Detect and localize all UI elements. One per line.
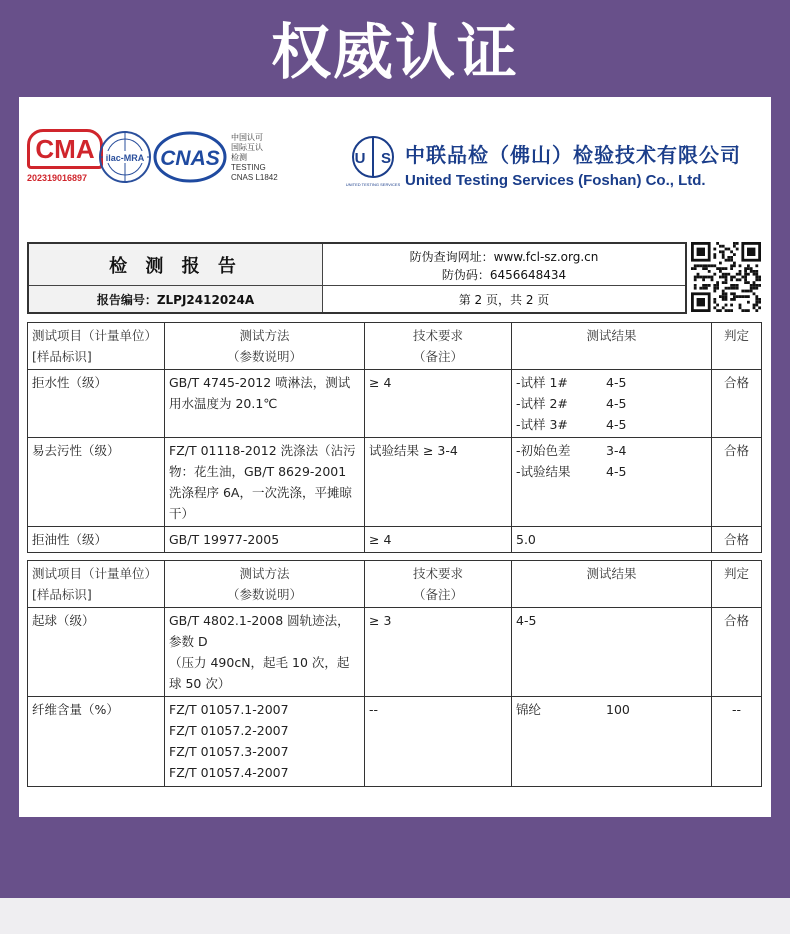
row-item: 起球（级） bbox=[28, 608, 165, 697]
report-document bbox=[19, 97, 771, 817]
page-info: 第 2 页，共 2 页 bbox=[458, 292, 550, 307]
row-requirement: -- bbox=[365, 697, 512, 787]
row-requirement: ≥ 4 bbox=[365, 370, 512, 438]
header-item: 测试项目（计量单位） [样品标识] bbox=[28, 323, 165, 370]
cma-logo bbox=[27, 129, 103, 191]
banner-title: 权威认证 bbox=[271, 18, 519, 88]
row-requirement: ≥ 3 bbox=[365, 608, 512, 697]
row-result: 5.0 bbox=[512, 527, 712, 553]
table-header-row bbox=[28, 561, 762, 608]
uts-logo bbox=[346, 133, 400, 189]
row-judgement: 合格 bbox=[712, 370, 762, 438]
row-result: 4-5 bbox=[512, 608, 712, 697]
header-method: 测试方法 （参数说明） bbox=[165, 323, 365, 370]
report-title: 检 测 报 告 bbox=[29, 244, 323, 286]
table-row bbox=[28, 527, 762, 553]
cma-mark: CMA bbox=[27, 129, 103, 169]
row-requirement: ≥ 4 bbox=[365, 527, 512, 553]
row-requirement: 试验结果 ≥ 3-4 bbox=[365, 438, 512, 527]
report-header-box bbox=[27, 242, 687, 314]
svg-text:U: U bbox=[354, 150, 366, 167]
row-method: FZ/T 01118-2012 洗涤法（沾污物：花生油，GB/T 8629-2001 洗涤程序 6A，一次洗涤，平摊晾干） bbox=[165, 438, 365, 527]
table-row bbox=[28, 697, 762, 787]
row-results: -初始色差 3-4 -试验结果 4-5 bbox=[512, 438, 712, 527]
test-results-table-1 bbox=[27, 322, 762, 553]
row-item: 拒油性（级） bbox=[28, 527, 165, 553]
qr-code bbox=[691, 242, 761, 312]
company-name bbox=[405, 139, 741, 189]
table-row bbox=[28, 370, 762, 438]
bottom-strip bbox=[0, 898, 790, 934]
anti-fake-info bbox=[323, 244, 685, 286]
row-item: 易去污性（级） bbox=[28, 438, 165, 527]
row-method: FZ/T 01057.1-2007 FZ/T 01057.2-2007 FZ/T 01057.3-2007 FZ/T 01057.4-2007 bbox=[165, 697, 365, 787]
row-results: 锦纶 100 bbox=[512, 697, 712, 787]
header-judgement: 判定 bbox=[712, 323, 762, 370]
banner bbox=[0, 0, 790, 96]
table-header-row bbox=[28, 323, 762, 370]
row-method: GB/T 19977-2005 bbox=[165, 527, 365, 553]
row-item: 拒水性（级） bbox=[28, 370, 165, 438]
table-row bbox=[28, 608, 762, 697]
row-results: -试样 1# 4-5 -试样 2# 4-5 -试样 3# 4-5 bbox=[512, 370, 712, 438]
svg-text:UNITED TESTING SERVICES: UNITED TESTING SERVICES bbox=[346, 182, 400, 187]
header-requirement: 技术要求 （备注） bbox=[365, 323, 512, 370]
cma-code: 202319016897 bbox=[27, 173, 88, 183]
row-method: GB/T 4745-2012 喷淋法，测试用水温度为 20.1℃ bbox=[165, 370, 365, 438]
header-item: 测试项目（计量单位） [样品标识] bbox=[28, 561, 165, 608]
row-method: GB/T 4802.1-2008 圆轨迹法，参数 D （压力 490cN，起毛 10 次，起球 50 次） bbox=[165, 608, 365, 697]
cnas-accreditation-text: 中国认可 国际互认 检测 TESTING CNAS L1842 bbox=[231, 133, 278, 182]
header-result: 测试结果 bbox=[512, 323, 712, 370]
header-judgement: 判定 bbox=[712, 561, 762, 608]
header-result: 测试结果 bbox=[512, 561, 712, 608]
row-item: 纤维含量（%） bbox=[28, 697, 165, 787]
cnas-logo bbox=[153, 131, 227, 183]
header-requirement: 技术要求 （备注） bbox=[365, 561, 512, 608]
header-method: 测试方法 （参数说明） bbox=[165, 561, 365, 608]
row-judgement: 合格 bbox=[712, 527, 762, 553]
verify-url: 防伪查询网址：www.fcl-sz.org.cn bbox=[409, 250, 599, 264]
svg-text:S: S bbox=[380, 150, 392, 167]
row-judgement: 合格 bbox=[712, 608, 762, 697]
row-judgement: -- bbox=[712, 697, 762, 787]
company-name-cn: 中联品检（佛山）检验技术有限公司 bbox=[405, 143, 741, 167]
svg-text:ilac-MRA: ilac-MRA bbox=[105, 153, 145, 163]
company-name-en: United Testing Services (Foshan) Co., Ltd. bbox=[405, 172, 706, 189]
table-row bbox=[28, 438, 762, 527]
row-judgement: 合格 bbox=[712, 438, 762, 527]
report-letterhead bbox=[19, 97, 771, 217]
ilac-mra-logo bbox=[97, 129, 153, 185]
verify-code: 防伪码：6456648434 bbox=[441, 268, 567, 282]
svg-text:CNAS: CNAS bbox=[160, 147, 220, 170]
report-number: 报告编号：ZLPJ2412024A bbox=[29, 286, 323, 312]
test-results-table-2 bbox=[27, 560, 762, 787]
